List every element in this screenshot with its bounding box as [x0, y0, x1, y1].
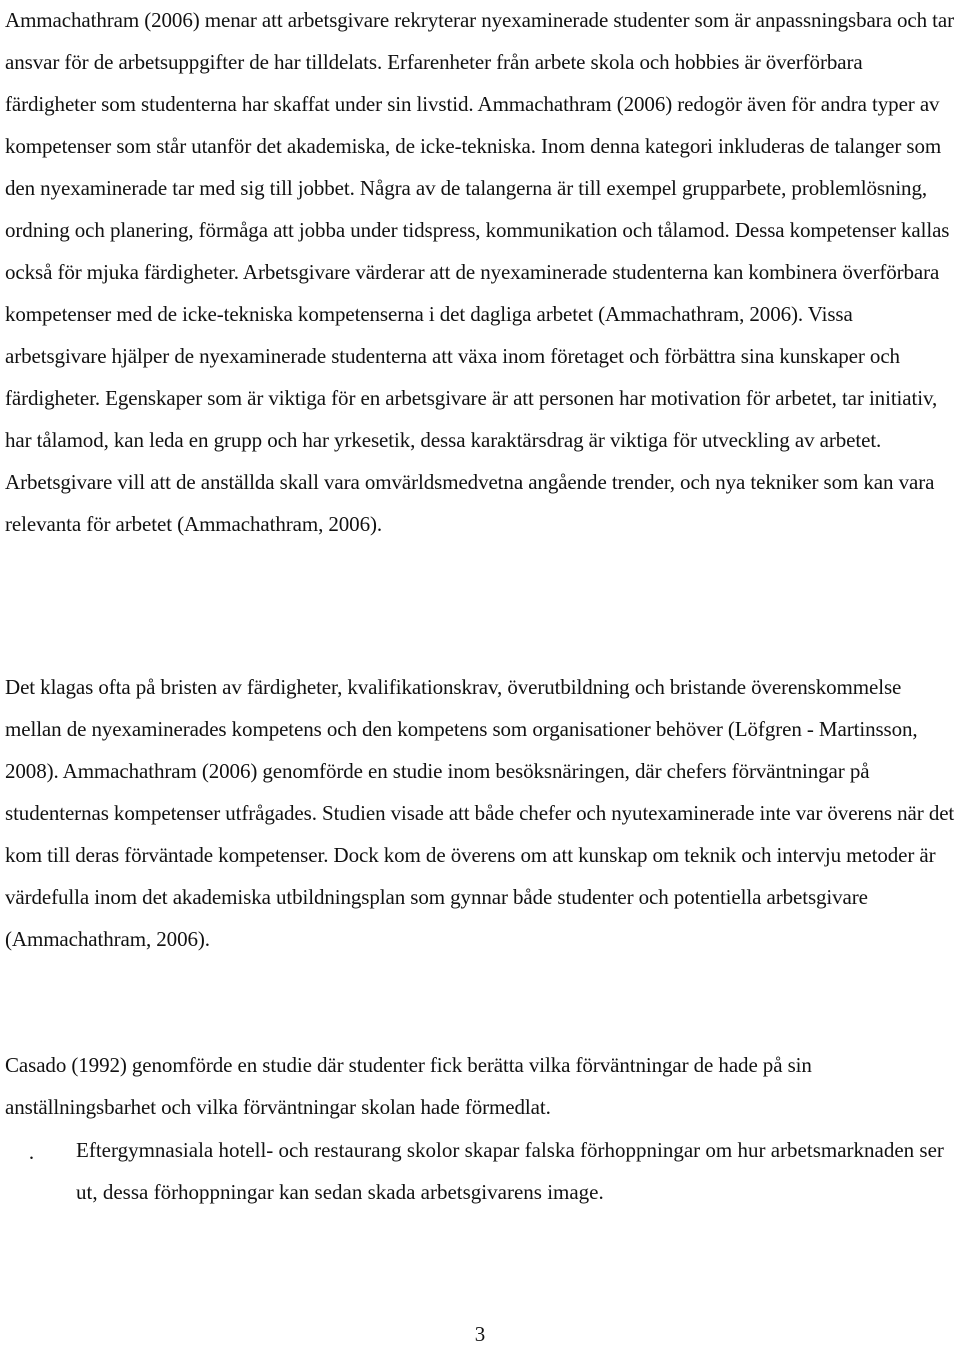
body-paragraph-1: Ammachathram (2006) menar att arbetsgivare rekryterar nyexaminerade studenter som är anpassningsbara och tar ansvar för de arbetsuppgifter de har tilldelats. Erfarenheter från arbete skola och hobbies är överförbara färdigheter som studenterna har skaffat under sin livstid. Ammachathram (2006) redogör även för andra typer av kompetenser som står utanför det akademiska, de icke-tekniska. Inom denna kategori inkluderas de talanger som den nyexaminerade tar med sig till jobbet. Några av de talangerna är till exempel grupparbete, problemlösning, ordning och planering, förmåga att jobba under tidspress, kommunikation och tålamod. Dessa kompetenser kallas också för mjuka färdigheter. Arbetsgivare värderar att de nyexaminerade studenterna kan kombinera överförbara kompetenser med de icke-tekniska kompetenserna i det dagliga arbetet (Ammachathram, 2006). Vissa arbetsgivare hjälper de nyexaminerade studenterna att växa inom företaget och förbättra sina kunskaper och färdigheter. Egenskaper som är viktiga för en arbetsgivare är att personen har motivation för arbetet, tar initiativ, har tålamod, kan leda en grupp och har yrkesetik, dessa karaktärsdrag är viktiga för utveckling av arbetet. Arbetsgivare vill att de anställda skall vara omvärldsmedvetna angående trender, och nya tekniker som kan vara relevanta för arbetet (Ammachathram, 2006).	[5, 8, 954, 536]
bullet-marker: ·	[28, 1146, 35, 1170]
body-paragraph-2: Det klagas ofta på bristen av färdigheter, kvalifikationskrav, överutbildning och bristande överenskommelse mellan de nyexaminerades kompetens och den kompetens som organisationer behöver (Löfgren - Martinsson, 2008). Ammachathram (2006) genomförde en studie inom besöksnäringen, där chefers förväntningar på studenternas kompetenser utfrågades. Studien visade att både chefer och nyutexaminerade inte var överens när det kom till deras förväntade kompetenser. Dock kom de överens om att kunskap om teknik och intervju metoder är värdefulla inom det akademiska utbildningsplan som gynnar både studenter och potentiella arbetsgivare (Ammachathram, 2006).	[5, 675, 955, 951]
bullet-list-item	[0, 1129, 955, 1219]
page-number: 3	[474, 1322, 486, 1346]
bullet-text: Eftergymnasiala hotell- och restaurang skolor skapar falska förhoppningar om hur arbetsmarknaden ser ut, dessa förhoppningar kan sedan skada arbetsgivarens image.	[76, 1138, 944, 1204]
body-paragraph-3: Casado (1992) genomförde en studie där studenter fick berätta vilka förväntningar de hade på sin anställningsbarhet och vilka förväntningar skolan hade förmedlat.	[5, 1053, 812, 1119]
